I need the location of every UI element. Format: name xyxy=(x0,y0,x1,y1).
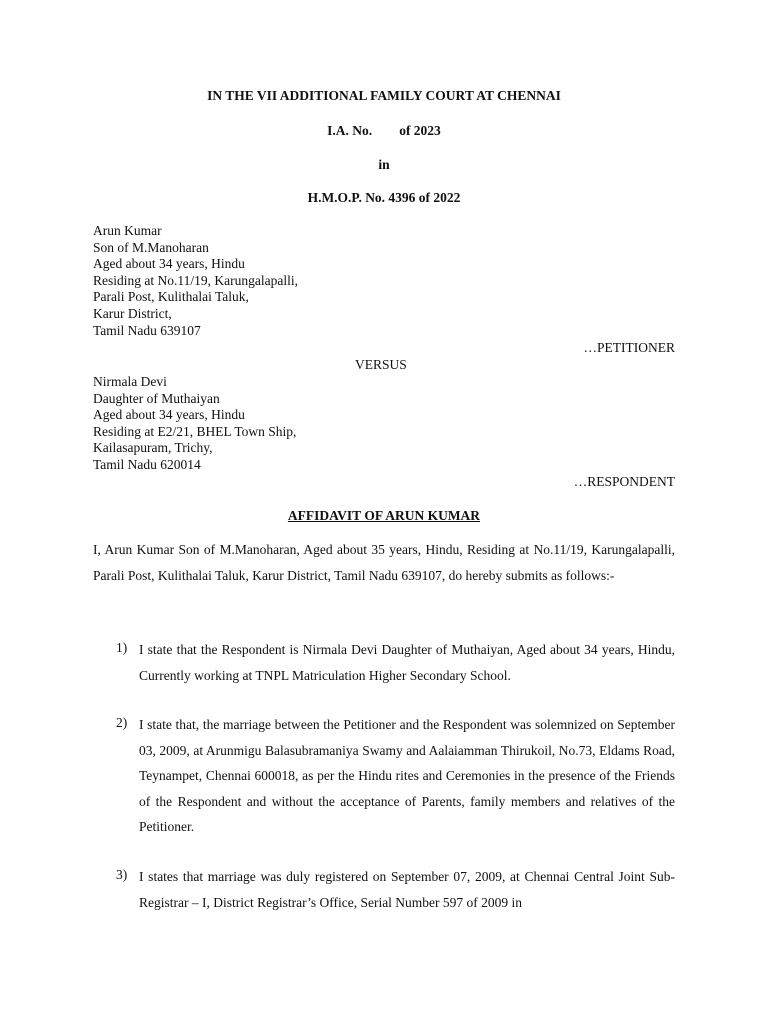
list-item-number: 2) xyxy=(116,715,128,730)
petitioner-line: Tamil Nadu 639107 xyxy=(93,322,201,338)
respondent-line: Nirmala Devi xyxy=(93,374,167,389)
respondent-address xyxy=(93,374,296,474)
petitioner-address xyxy=(93,223,298,339)
list-item-text: I state that, the marriage between the Petitioner and the Respondent was solemnized on September 03, 2009, at Arunmigu Balasubramaniya Swamy and Aalaiamman Thirukoil, No.73, Eldams Road, Teynampet, Chennai 600018, as per the Hindu rites and Ceremonies in the presence of the Friends of the Respondent and without the acceptance of Parents, family members and relatives of the Petitioner. xyxy=(139,717,675,834)
petitioner-line: Parali Post, Kulithalai Taluk, xyxy=(93,289,249,305)
hmop-number: H.M.O.P. No. 4396 of 2022 xyxy=(307,190,461,205)
petitioner-line: Son of M.Manoharan xyxy=(93,239,209,255)
list-item-number: 1) xyxy=(116,640,128,655)
affidavit-title: AFFIDAVIT OF ARUN KUMAR xyxy=(287,508,481,523)
list-item-text: I state that the Respondent is Nirmala Devi Daughter of Muthaiyan, Aged about 34 years, Hindu, Currently working at TNPL Matriculation Higher Secondary School. xyxy=(139,642,675,683)
petitioner-line: Karur District, xyxy=(93,305,172,321)
respondent-line: Daughter of Muthaiyan xyxy=(93,390,220,406)
ia-prefix: I.A. No. xyxy=(327,123,373,138)
in-connector: in xyxy=(378,157,390,172)
petitioner-line: Arun Kumar xyxy=(93,223,162,238)
affidavit-intro: I, Arun Kumar Son of M.Manoharan, Aged about 35 years, Hindu, Residing at No.11/19, Karungalapalli, Parali Post, Kulithalai Taluk, Karur District, Tamil Nadu 639107, do hereby submits as follows:- xyxy=(93,542,675,583)
respondent-role: …RESPONDENT xyxy=(573,474,675,489)
respondent-line: Kailasapuram, Trichy, xyxy=(93,440,213,456)
petitioner-role: …PETITIONER xyxy=(583,340,675,355)
versus-label: VERSUS xyxy=(355,357,407,372)
ia-number xyxy=(0,123,768,139)
court-title: IN THE VII ADDITIONAL FAMILY COURT AT CHENNAI xyxy=(207,88,561,103)
respondent-line: Tamil Nadu 620014 xyxy=(93,456,201,472)
petitioner-line: Aged about 34 years, Hindu xyxy=(93,256,245,272)
petitioner-line: Residing at No.11/19, Karungalapalli, xyxy=(93,272,298,288)
list-item-number: 3) xyxy=(116,867,128,882)
respondent-line: Aged about 34 years, Hindu xyxy=(93,407,245,423)
respondent-line: Residing at E2/21, BHEL Town Ship, xyxy=(93,423,297,439)
list-item-text: I states that marriage was duly registered on September 07, 2009, at Chennai Central Joint Sub-Registrar – I, District Registrar’s Office, Serial Number 597 of 2009 in xyxy=(139,869,675,910)
ia-suffix: of 2023 xyxy=(399,123,441,138)
